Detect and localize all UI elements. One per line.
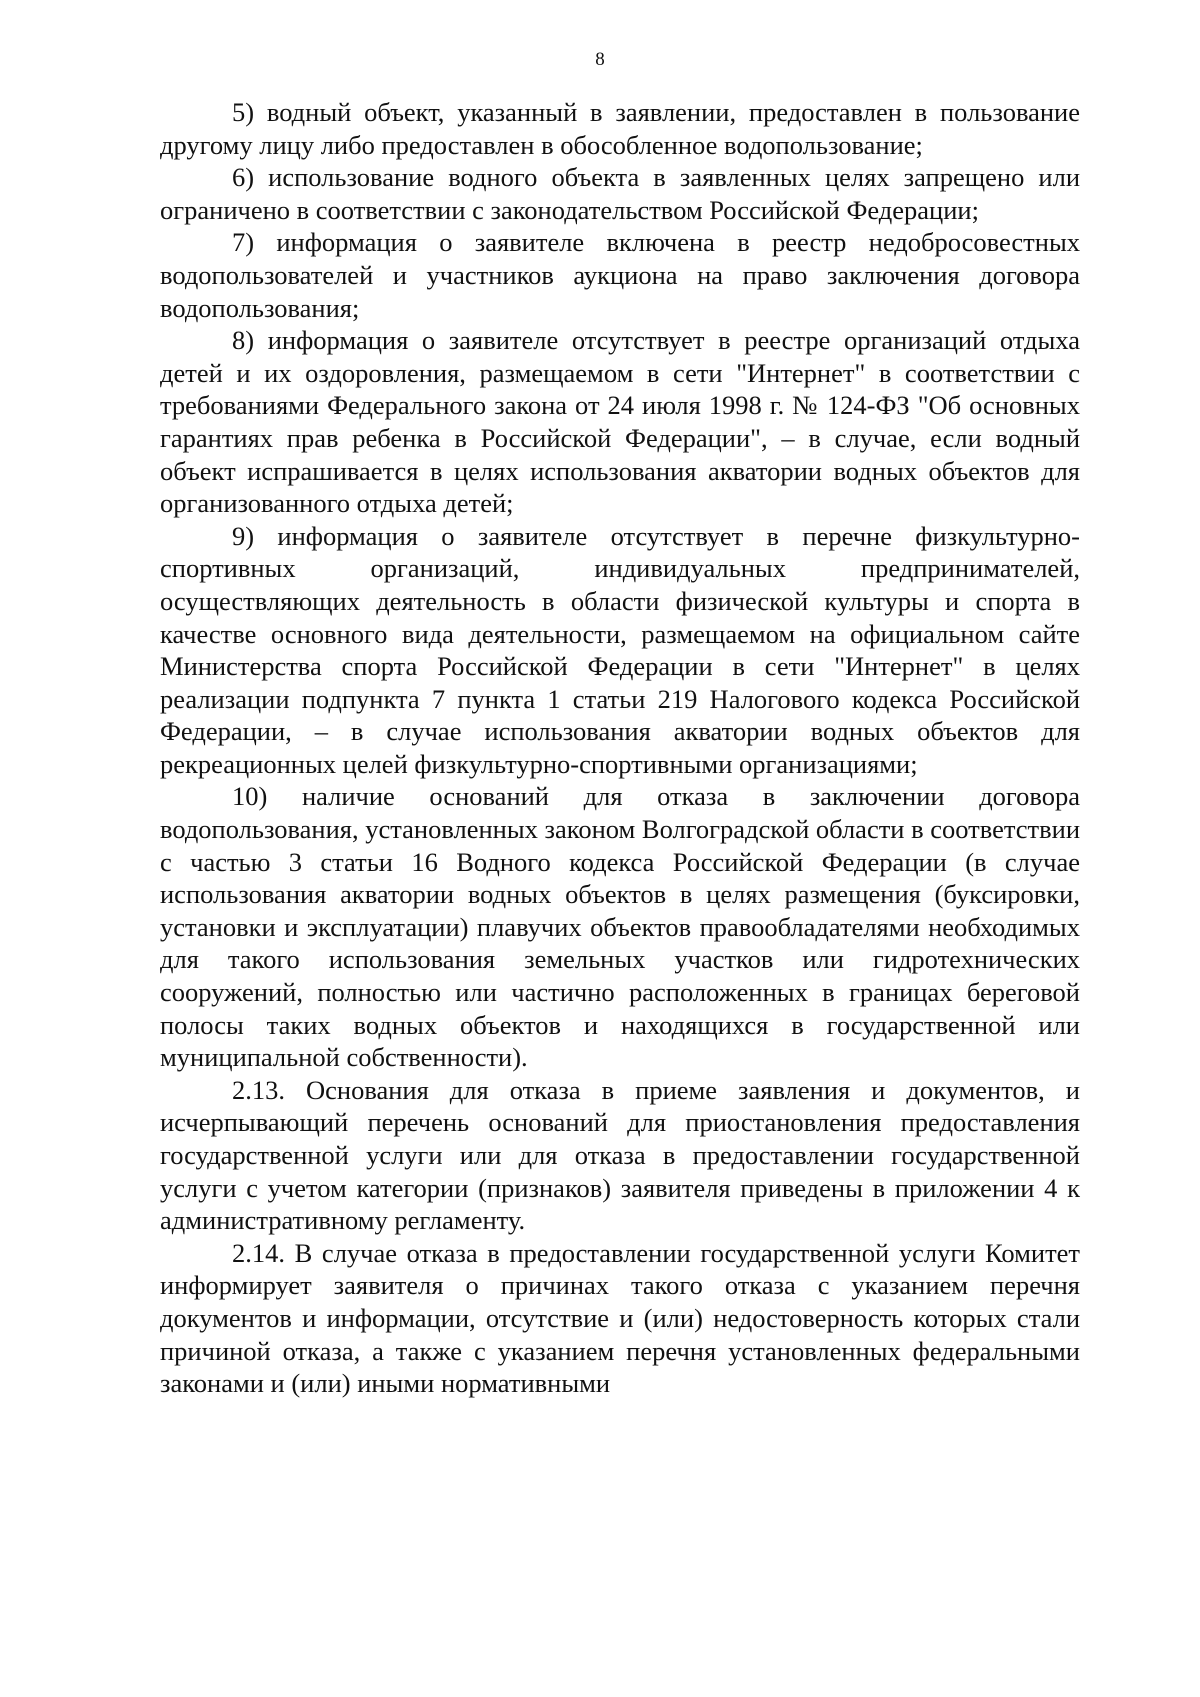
list-item-9: 9) информация о заявителе отсутствует в перечне физкультурно-спортивных организаций, индивидуальных предпринимателей, осуществляющих деятельность в области физической культуры и спорта в качестве основного вида деятельности, размещаемом на официальном сайте Министерства спорта Российской Федерации в сети "Интернет" в целях реализации подпункта 7 пункта 1 статьи 219 Налогового кодекса Российской Федерации, – в случае использования акватории водных объектов для рекреационных целей физкультурно-спортивными организациями; <box>160 520 1080 779</box>
list-item-10: 10) наличие оснований для отказа в заключении договора водопользования, установленных законом Волгоградской области в соответствии с частью 3 статьи 16 Водного кодекса Российской Федерации (в случае использования акватории водных объектов в целях размещения (буксировки, установки и эксплуатации) плавучих объектов правообладателями необходимых для такого использования земельных участков или гидротехнических сооружений, полностью или частично расположенных в границах береговой полосы таких водных объектов и находящихся в государственной или муниципальной собственности). <box>160 781 1080 1073</box>
list-item-8: 8) информация о заявителе отсутствует в реестре организаций отдыха детей и их оздоровления, размещаемом в сети "Интернет" в соответствии с требованиями Федерального закона от 24 июля 1998 г. № 124-ФЗ "Об основных гарантиях прав ребенка в Российской Федерации", – в случае, если водный объект испрашивается в целях использования акватории водных объектов для организованного отдыха детей; <box>160 325 1080 519</box>
section-2-13: 2.13. Основания для отказа в приеме заявления и документов, и исчерпывающий перечень оснований для приостановления предоставления государственной услуги или для отказа в предоставлении государственной услуги с учетом категории (признаков) заявителя приведены в приложении 4 к административному регламенту. <box>160 1074 1080 1236</box>
document-body <box>160 96 1080 1400</box>
section-2-14: 2.14. В случае отказа в предоставлении государственной услуги Комитет информирует заявителя о причинах такого отказа с указанием перечня документов и информации, отсутствие и (или) недостоверность которых стали причиной отказа, а также с указанием перечня установленных федеральными законами и (или) иными нормативными <box>160 1237 1080 1399</box>
page-number: 8 <box>595 49 605 70</box>
list-item-7: 7) информация о заявителе включена в реестр недобросовестных водопользователей и участников аукциона на право заключения договора водопользования; <box>160 227 1080 323</box>
list-item-6: 6) использование водного объекта в заявленных целях запрещено или ограничено в соответствии с законодательством Российской Федерации; <box>160 162 1080 225</box>
list-item-5: 5) водный объект, указанный в заявлении, предоставлен в пользование другому лицу либо предоставлен в обособленное водопользование; <box>160 97 1080 160</box>
